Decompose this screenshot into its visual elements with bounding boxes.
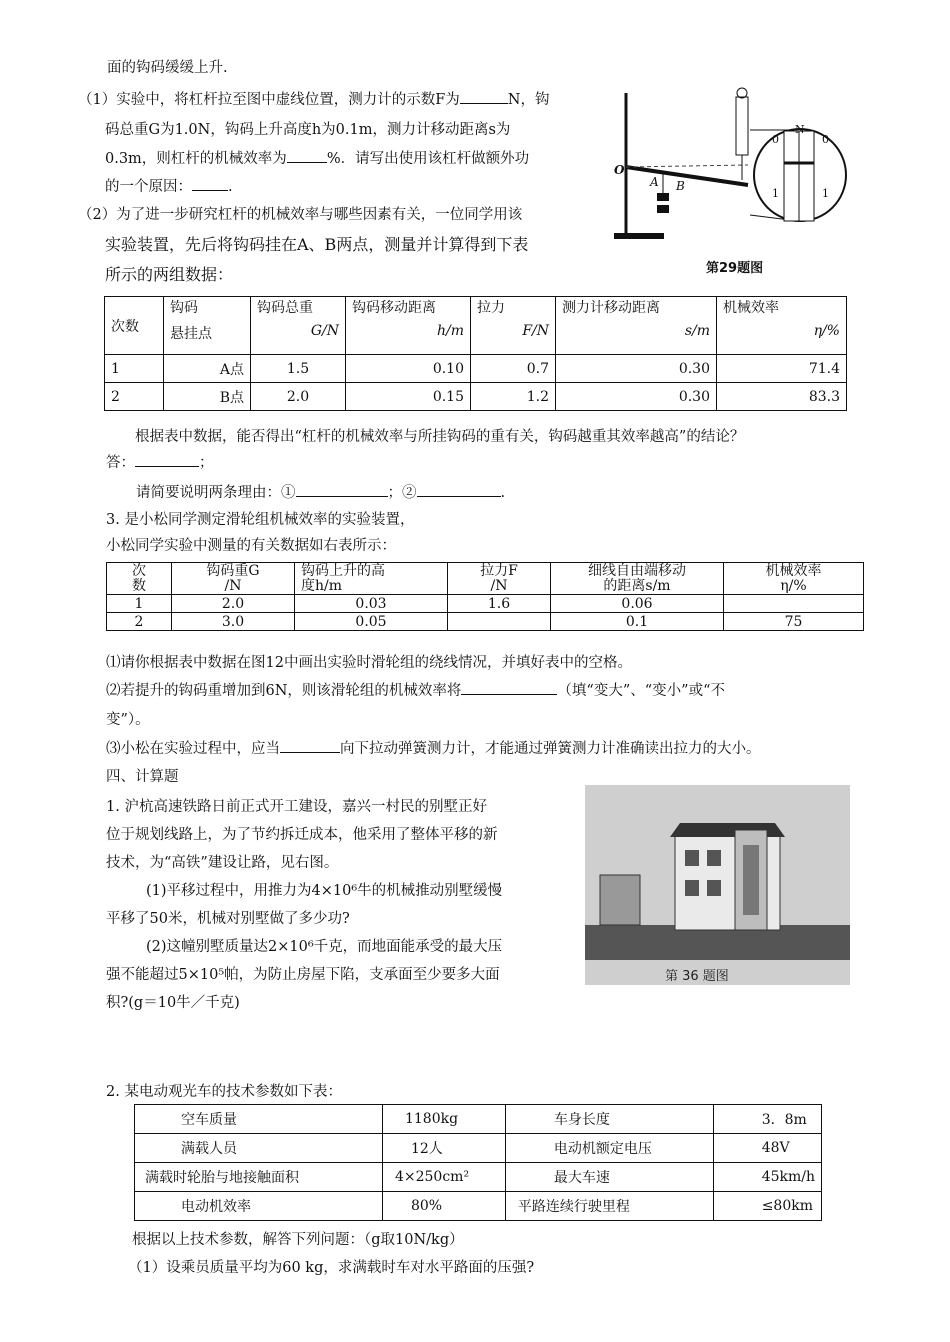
table-row (135, 1134, 822, 1163)
label-N: N (795, 123, 805, 136)
table-header-cell: 钩码移动距离 h/m (346, 297, 471, 355)
table-cell: B点 (164, 383, 251, 411)
table-cell: 0.10 (346, 355, 471, 383)
label-scale-0-right: 0 (822, 133, 829, 146)
table-cell: 3．8m (713, 1105, 821, 1134)
table-header-cell: 机械效率 η/% (724, 563, 864, 595)
tour-car-spec-table (134, 1104, 822, 1221)
table-cell: 3.0 (172, 613, 295, 631)
table-row (135, 1192, 822, 1221)
table-cell: A点 (164, 355, 251, 383)
table-cell: 0.15 (346, 383, 471, 411)
villa-photo (585, 785, 850, 985)
answer-blank[interactable] (460, 89, 508, 104)
table-cell: 0.30 (556, 355, 717, 383)
table-cell: 48V (713, 1134, 821, 1163)
answer-blank[interactable] (417, 482, 501, 497)
text-line: 请简要说明两条理由：① ；② . (136, 481, 505, 502)
table-cell: 2 (105, 383, 164, 411)
answer-blank[interactable] (461, 680, 557, 695)
text-line: 所示的两组数据： (105, 265, 234, 284)
pulley-data-table (106, 562, 864, 631)
text-line: （1）实验中，将杠杆拉至图中虚线位置，测力计的示数F为 N，钩 (78, 88, 549, 109)
answer-blank[interactable] (135, 452, 199, 467)
table-cell: 满载人员 (135, 1134, 383, 1163)
table-cell: 1 (105, 355, 164, 383)
table-cell: 83.3 (717, 383, 847, 411)
table-cell: 2.0 (172, 595, 295, 613)
text-line: (1)平移过程中，用推力为4×10⁶牛的机械推动别墅缓慢 (146, 883, 503, 899)
label-scale-0-left: 0 (772, 133, 779, 146)
text-line: 1. 沪杭高速铁路日前正式开工建设，嘉兴一村民的别墅正好 (106, 799, 487, 815)
text-line: (2)这幢别墅质量达2×10⁶千克，而地面能承受的最大压 (146, 939, 503, 955)
table-cell: 1.5 (251, 355, 346, 383)
section-heading: 四、计算题 (106, 769, 179, 785)
table-cell[interactable] (724, 595, 864, 613)
figure-caption: 第 36 题图 (665, 969, 729, 984)
table-cell: 平路连续行驶里程 (505, 1192, 713, 1221)
table-cell: 1 (107, 595, 172, 613)
table-row (107, 613, 864, 631)
table-cell: 空车质量 (135, 1105, 383, 1134)
text-line: 小松同学实验中测量的有关数据如右表所示： (106, 538, 396, 554)
text-line: 码总重G为1.0N，钩码上升高度h为0.1m，测力计移动距离s为 (105, 122, 511, 138)
text-line: （2）为了进一步研究杠杆的机械效率与哪些因素有关，一位同学用该 (78, 207, 523, 223)
answer-blank[interactable] (280, 738, 340, 753)
answer-blank[interactable] (296, 482, 388, 497)
text-line: 变”）。 (106, 712, 150, 728)
table-cell: 80% (382, 1192, 505, 1221)
table-cell: 1180kg (382, 1105, 505, 1134)
table-header-cell: 细线自由端移动 的距离s/m (551, 563, 724, 595)
text-line: 3. 是小松同学测定滑轮组机械效率的实验装置， (106, 512, 415, 528)
table-header-cell: 钩码 悬挂点 (164, 297, 251, 355)
label-A: A (650, 175, 659, 189)
text-line: ⑶小松在实验过程中，应当 向下拉动弹簧测力计，才能通过弹簧测力计准确读出拉力的大小。 (106, 737, 761, 758)
table-cell: 1.6 (448, 595, 551, 613)
text-line: ⑴请你根据表中数据在图12中画出实验时滑轮组的绕线情况，并填好表中的空格。 (106, 655, 632, 671)
table-row (105, 383, 847, 411)
table-cell: 电动机额定电压 (505, 1134, 713, 1163)
table-cell: 0.05 (295, 613, 448, 631)
table-header-cell: 机械效率 η/% (717, 297, 847, 355)
table-cell: 4×250cm² (382, 1163, 505, 1192)
table-row (107, 595, 864, 613)
label-B: B (676, 179, 685, 193)
table-row (135, 1105, 822, 1134)
text-line: 根据表中数据，能否得出“杠杆的机械效率与所挂钩码的重有关，钩码越重其效率越高”的结论？ (135, 429, 745, 445)
label-scale-1-left: 1 (772, 187, 779, 200)
table-cell: 2 (107, 613, 172, 631)
table-cell[interactable] (448, 613, 551, 631)
text-line: 位于规划线路上，为了节约拆迁成本，他采用了整体平移的新 (106, 827, 498, 843)
table-header-cell: 测力计移动距离 s/m (556, 297, 717, 355)
table-header-cell: 钩码上升的高 度h/m (295, 563, 448, 595)
table-cell: 车身长度 (505, 1105, 713, 1134)
text-line: 的一个原因： . (105, 175, 233, 196)
text-line: 2. 某电动观光车的技术参数如下表： (106, 1084, 342, 1100)
table-cell: 0.06 (551, 595, 724, 613)
table-row (105, 355, 847, 383)
answer-blank[interactable] (192, 176, 228, 191)
text-line: 面的钩码缓缓上升. (107, 60, 228, 76)
table-header-cell: 钩码重G /N (172, 563, 295, 595)
table-cell: 12人 (382, 1134, 505, 1163)
table-cell: 0.7 (471, 355, 556, 383)
answer-blank[interactable] (287, 148, 327, 163)
text-line: （1）设乘员质量平均为60 kg，求满载时车对水平路面的压强? (128, 1260, 535, 1276)
table-cell: ≤80km (713, 1192, 821, 1221)
table-cell: 2.0 (251, 383, 346, 411)
table-row (135, 1163, 822, 1192)
table-cell: 0.1 (551, 613, 724, 631)
text-line: 平移了50米，机械对别墅做了多少功? (106, 911, 350, 927)
table-cell: 满载时轮胎与地接触面积 (135, 1163, 383, 1192)
text-line: 技术，为“高铁”建设让路，见右图。 (106, 855, 339, 871)
table-header-cell: 拉力 F/N (471, 297, 556, 355)
label-scale-1-right: 1 (822, 187, 829, 200)
lever-data-table (104, 296, 847, 411)
lever-diagram (600, 85, 850, 285)
table-cell: 71.4 (717, 355, 847, 383)
table-header-cell: 钩码总重 G/N (251, 297, 346, 355)
text-line: 答： ； (106, 451, 214, 472)
table-cell: 最大车速 (505, 1163, 713, 1192)
table-cell: 电动机效率 (135, 1192, 383, 1221)
table-cell: 0.03 (295, 595, 448, 613)
table-header-cell: 次数 (105, 297, 164, 355)
table-header-cell: 次 数 (107, 563, 172, 595)
table-cell: 75 (724, 613, 864, 631)
text-line: 根据以上技术参数，解答下列问题：（g取10N/kg） (132, 1232, 464, 1248)
table-cell: 45km/h (713, 1163, 821, 1192)
text-line: 0.3m，则杠杆的机械效率为 %．请写出使用该杠杆做额外功 (105, 147, 529, 168)
villa-photo-figure (585, 785, 850, 985)
table-header-cell: 拉力F /N (448, 563, 551, 595)
label-O: O (614, 163, 625, 177)
table-cell: 0.30 (556, 383, 717, 411)
table-cell: 1.2 (471, 383, 556, 411)
text-line: 强不能超过5×10⁵帕，为防止房屋下陷，支承面至少要多大面 (106, 967, 500, 983)
lever-apparatus-figure (600, 85, 850, 285)
text-line: 积?(g＝10牛／千克) (106, 995, 240, 1011)
figure-caption: 第29题图 (706, 261, 764, 276)
text-line: ⑵若提升的钩码重增加到6N，则该滑轮组的机械效率将 （填“变大”、“变小”或“不 (106, 679, 725, 700)
text-line: 实验装置，先后将钩码挂在A、B两点，测量并计算得到下表 (105, 235, 529, 254)
